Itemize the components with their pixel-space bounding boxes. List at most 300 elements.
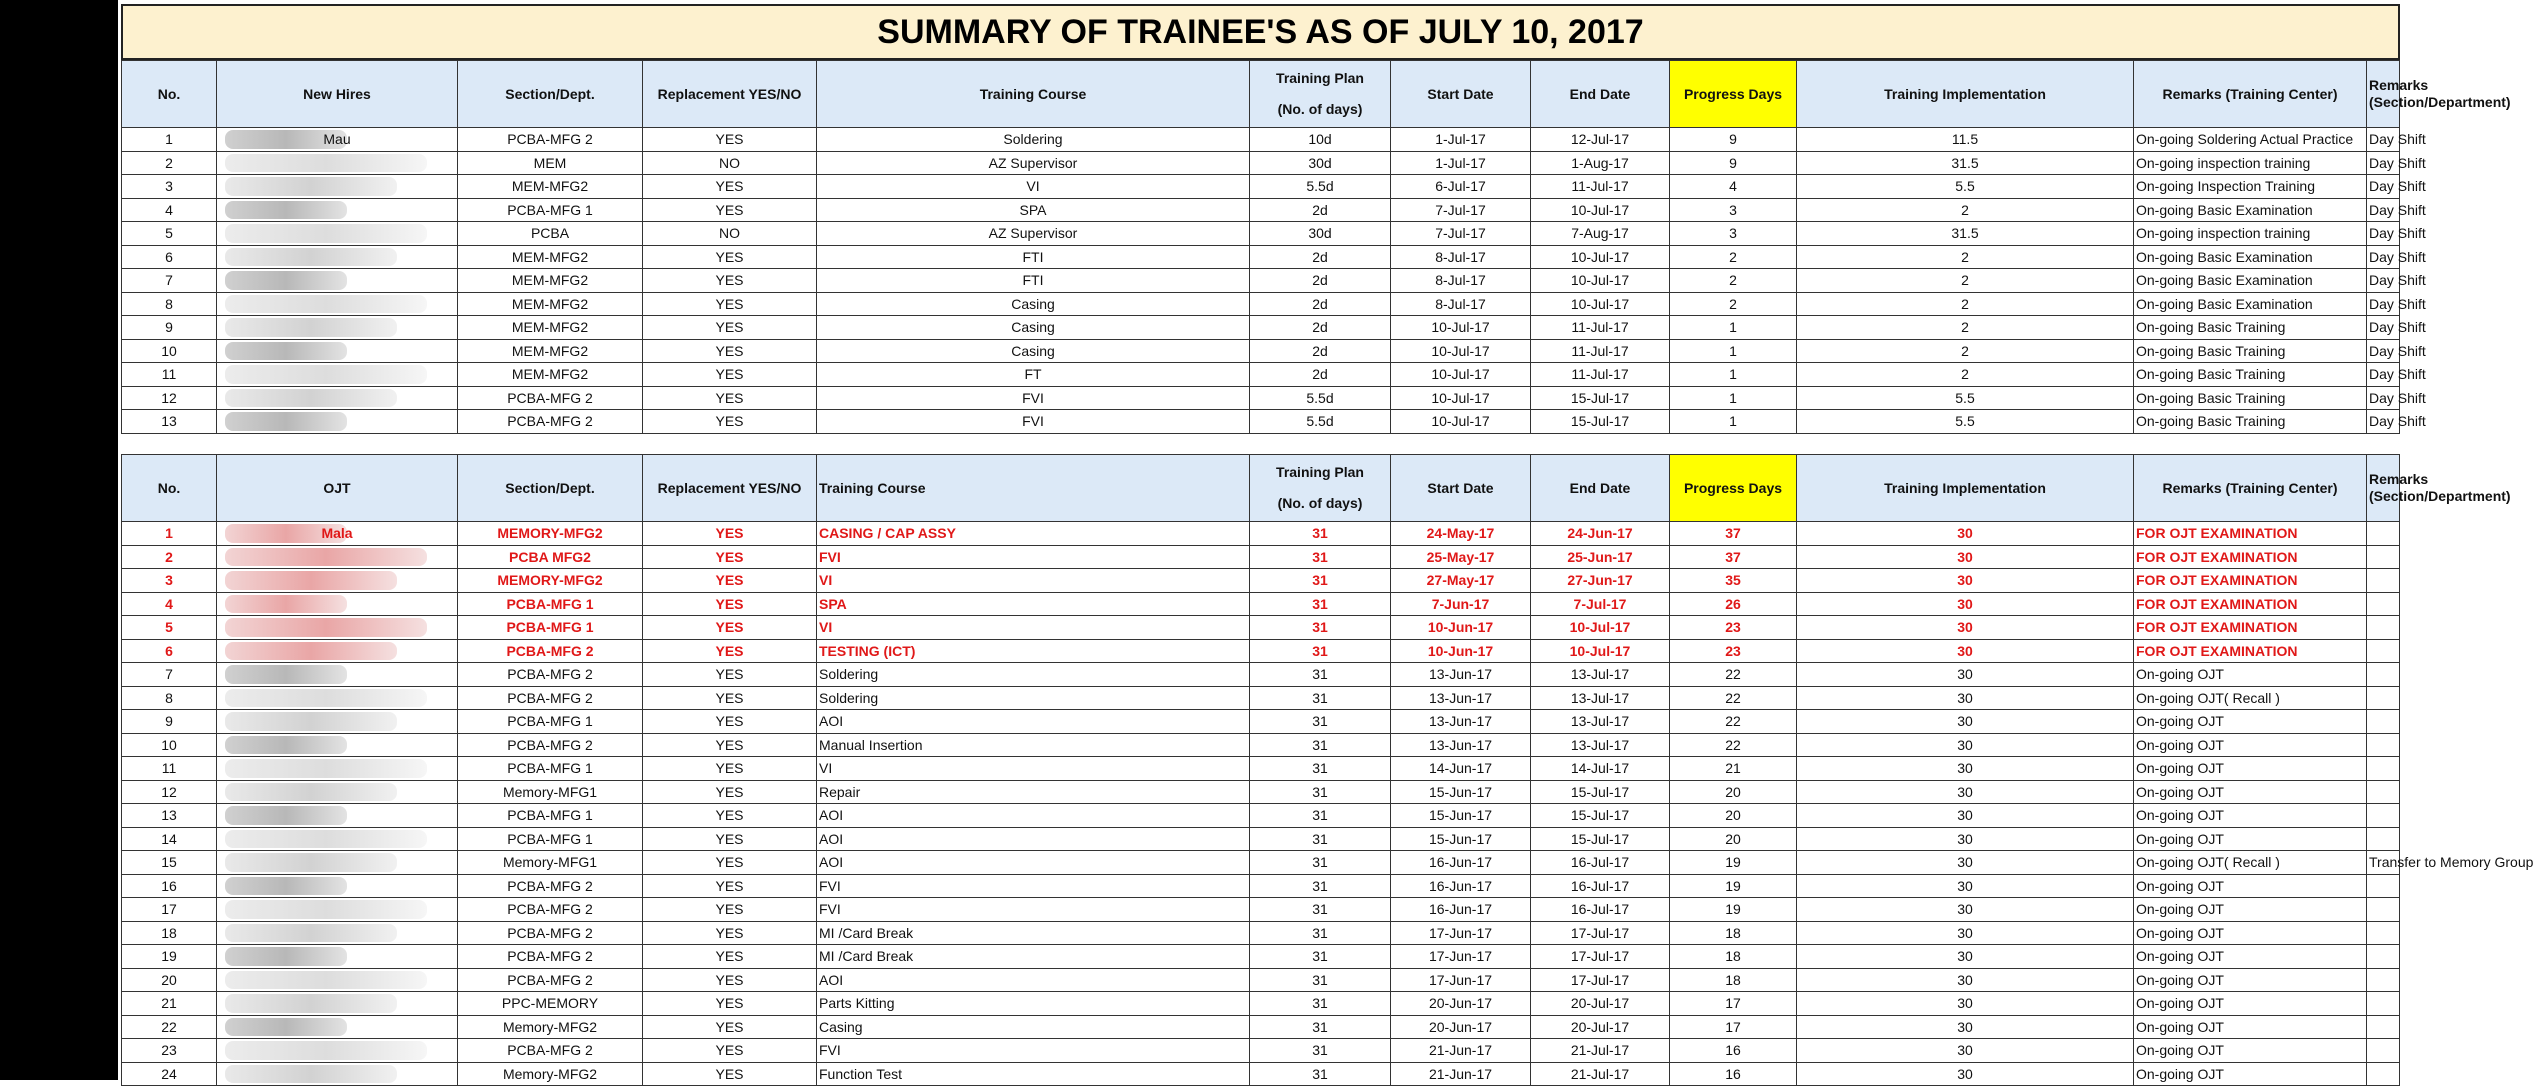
cell-section[interactable]: PCBA-MFG 2 [458, 410, 643, 434]
cell-remarks-training-center[interactable]: On-going OJT [2134, 780, 2367, 804]
cell-end-date[interactable]: 16-Jul-17 [1531, 898, 1670, 922]
cell-implementation[interactable]: 2 [1797, 339, 2134, 363]
cell-end-date[interactable]: 7-Aug-17 [1531, 222, 1670, 246]
cell-start-date[interactable]: 17-Jun-17 [1391, 968, 1531, 992]
cell-remarks-section[interactable]: Day Shift [2367, 151, 2400, 175]
cell-course[interactable]: Soldering [817, 663, 1250, 687]
cell-remarks-section[interactable] [2367, 663, 2400, 687]
cell-section[interactable]: MEM-MFG2 [458, 269, 643, 293]
cell-progress-days[interactable]: 22 [1670, 663, 1797, 687]
cell-progress-days[interactable]: 26 [1670, 592, 1797, 616]
cell-no[interactable]: 11 [122, 757, 217, 781]
cell-remarks-training-center[interactable]: On-going Basic Training [2134, 363, 2367, 387]
cell-plan[interactable]: 31 [1250, 592, 1391, 616]
cell-section[interactable]: PCBA-MFG 2 [458, 128, 643, 152]
cell-plan[interactable]: 2d [1250, 198, 1391, 222]
cell-implementation[interactable]: 2 [1797, 269, 2134, 293]
cell-course[interactable]: SPA [817, 198, 1250, 222]
cell-end-date[interactable]: 15-Jul-17 [1531, 386, 1670, 410]
cell-no[interactable]: 12 [122, 780, 217, 804]
cell-start-date[interactable]: 13-Jun-17 [1391, 663, 1531, 687]
cell-end-date[interactable]: 27-Jun-17 [1531, 569, 1670, 593]
cell-end-date[interactable]: 15-Jul-17 [1531, 410, 1670, 434]
cell-progress-days[interactable]: 22 [1670, 710, 1797, 734]
cell-remarks-section[interactable] [2367, 921, 2400, 945]
cell-section[interactable]: PCBA-MFG 1 [458, 616, 643, 640]
cell-start-date[interactable]: 14-Jun-17 [1391, 757, 1531, 781]
cell-progress-days[interactable]: 16 [1670, 1039, 1797, 1063]
cell-start-date[interactable]: 13-Jun-17 [1391, 710, 1531, 734]
cell-replacement[interactable]: YES [643, 757, 817, 781]
cell-remarks-training-center[interactable]: On-going Basic Training [2134, 316, 2367, 340]
cell-remarks-training-center[interactable]: On-going OJT [2134, 921, 2367, 945]
cell-no[interactable]: 7 [122, 663, 217, 687]
cell-progress-days[interactable]: 9 [1670, 128, 1797, 152]
cell-section[interactable]: MEMORY-MFG2 [458, 569, 643, 593]
cell-course[interactable]: VI [817, 616, 1250, 640]
cell-implementation[interactable]: 30 [1797, 757, 2134, 781]
cell-end-date[interactable]: 21-Jul-17 [1531, 1062, 1670, 1086]
cell-course[interactable]: FVI [817, 898, 1250, 922]
cell-section[interactable]: MEMORY-MFG2 [458, 522, 643, 546]
cell-course[interactable]: FT [817, 363, 1250, 387]
cell-end-date[interactable]: 25-Jun-17 [1531, 545, 1670, 569]
cell-replacement[interactable]: YES [643, 1039, 817, 1063]
cell-course[interactable]: Casing [817, 316, 1250, 340]
cell-end-date[interactable]: 10-Jul-17 [1531, 269, 1670, 293]
cell-plan[interactable]: 5.5d [1250, 386, 1391, 410]
cell-replacement[interactable]: YES [643, 128, 817, 152]
cell-replacement[interactable]: YES [643, 710, 817, 734]
cell-replacement[interactable]: YES [643, 898, 817, 922]
cell-remarks-section[interactable]: Transfer to Memory Group [2367, 851, 2400, 875]
cell-implementation[interactable]: 30 [1797, 592, 2134, 616]
cell-course[interactable]: MI /Card Break [817, 945, 1250, 969]
cell-name[interactable] [217, 686, 458, 710]
cell-remarks-section[interactable] [2367, 992, 2400, 1016]
cell-implementation[interactable]: 31.5 [1797, 151, 2134, 175]
cell-no[interactable]: 7 [122, 269, 217, 293]
cell-replacement[interactable]: YES [643, 522, 817, 546]
cell-start-date[interactable]: 16-Jun-17 [1391, 851, 1531, 875]
cell-name[interactable] [217, 128, 458, 152]
cell-implementation[interactable]: 30 [1797, 874, 2134, 898]
cell-implementation[interactable]: 30 [1797, 827, 2134, 851]
cell-replacement[interactable]: YES [643, 1015, 817, 1039]
cell-remarks-section[interactable] [2367, 569, 2400, 593]
cell-replacement[interactable]: YES [643, 874, 817, 898]
cell-plan[interactable]: 2d [1250, 363, 1391, 387]
cell-remarks-section[interactable] [2367, 827, 2400, 851]
cell-progress-days[interactable]: 23 [1670, 616, 1797, 640]
cell-remarks-training-center[interactable]: On-going OJT [2134, 968, 2367, 992]
cell-remarks-section[interactable] [2367, 968, 2400, 992]
cell-remarks-section[interactable] [2367, 804, 2400, 828]
cell-course[interactable]: AOI [817, 710, 1250, 734]
cell-remarks-training-center[interactable]: On-going Inspection Training [2134, 175, 2367, 199]
cell-end-date[interactable]: 15-Jul-17 [1531, 804, 1670, 828]
cell-name[interactable] [217, 1015, 458, 1039]
cell-start-date[interactable]: 6-Jul-17 [1391, 175, 1531, 199]
cell-start-date[interactable]: 21-Jun-17 [1391, 1062, 1531, 1086]
cell-remarks-section[interactable]: Day Shift [2367, 175, 2400, 199]
cell-replacement[interactable]: YES [643, 663, 817, 687]
cell-implementation[interactable]: 30 [1797, 1062, 2134, 1086]
cell-start-date[interactable]: 10-Jul-17 [1391, 316, 1531, 340]
cell-progress-days[interactable]: 1 [1670, 316, 1797, 340]
cell-implementation[interactable]: 30 [1797, 733, 2134, 757]
cell-section[interactable]: MEM-MFG2 [458, 363, 643, 387]
cell-section[interactable]: MEM-MFG2 [458, 292, 643, 316]
cell-name[interactable] [217, 804, 458, 828]
cell-plan[interactable]: 31 [1250, 545, 1391, 569]
cell-end-date[interactable]: 10-Jul-17 [1531, 616, 1670, 640]
cell-replacement[interactable]: YES [643, 827, 817, 851]
cell-section[interactable]: PCBA-MFG 1 [458, 710, 643, 734]
cell-remarks-training-center[interactable]: On-going inspection training [2134, 151, 2367, 175]
cell-name[interactable] [217, 1039, 458, 1063]
cell-progress-days[interactable]: 19 [1670, 898, 1797, 922]
cell-progress-days[interactable]: 18 [1670, 968, 1797, 992]
cell-plan[interactable]: 2d [1250, 316, 1391, 340]
cell-name[interactable] [217, 874, 458, 898]
cell-implementation[interactable]: 5.5 [1797, 410, 2134, 434]
cell-remarks-section[interactable]: Day Shift [2367, 363, 2400, 387]
cell-end-date[interactable]: 10-Jul-17 [1531, 639, 1670, 663]
cell-no[interactable]: 15 [122, 851, 217, 875]
cell-course[interactable]: Soldering [817, 686, 1250, 710]
cell-replacement[interactable]: YES [643, 569, 817, 593]
cell-implementation[interactable]: 30 [1797, 639, 2134, 663]
cell-no[interactable]: 16 [122, 874, 217, 898]
cell-name[interactable] [217, 921, 458, 945]
cell-section[interactable]: PCBA-MFG 2 [458, 968, 643, 992]
cell-end-date[interactable]: 20-Jul-17 [1531, 992, 1670, 1016]
cell-replacement[interactable]: YES [643, 339, 817, 363]
cell-start-date[interactable]: 10-Jun-17 [1391, 616, 1531, 640]
cell-remarks-section[interactable] [2367, 945, 2400, 969]
cell-no[interactable]: 10 [122, 339, 217, 363]
cell-end-date[interactable]: 13-Jul-17 [1531, 710, 1670, 734]
cell-end-date[interactable]: 12-Jul-17 [1531, 128, 1670, 152]
cell-remarks-training-center[interactable]: On-going Basic Training [2134, 339, 2367, 363]
cell-remarks-section[interactable] [2367, 1039, 2400, 1063]
cell-progress-days[interactable]: 18 [1670, 945, 1797, 969]
cell-plan[interactable]: 30d [1250, 151, 1391, 175]
cell-implementation[interactable]: 2 [1797, 363, 2134, 387]
cell-plan[interactable]: 31 [1250, 1015, 1391, 1039]
cell-implementation[interactable]: 30 [1797, 569, 2134, 593]
cell-course[interactable]: FVI [817, 1039, 1250, 1063]
cell-no[interactable]: 20 [122, 968, 217, 992]
cell-name[interactable] [217, 663, 458, 687]
cell-plan[interactable]: 31 [1250, 569, 1391, 593]
cell-start-date[interactable]: 24-May-17 [1391, 522, 1531, 546]
cell-remarks-training-center[interactable]: FOR OJT EXAMINATION [2134, 616, 2367, 640]
cell-course[interactable]: AOI [817, 851, 1250, 875]
cell-implementation[interactable]: 30 [1797, 616, 2134, 640]
cell-start-date[interactable]: 20-Jun-17 [1391, 992, 1531, 1016]
cell-course[interactable]: FVI [817, 386, 1250, 410]
cell-end-date[interactable]: 24-Jun-17 [1531, 522, 1670, 546]
cell-course[interactable]: Function Test [817, 1062, 1250, 1086]
cell-implementation[interactable]: 30 [1797, 686, 2134, 710]
cell-plan[interactable]: 5.5d [1250, 410, 1391, 434]
cell-start-date[interactable]: 27-May-17 [1391, 569, 1531, 593]
cell-section[interactable]: PCBA-MFG 1 [458, 804, 643, 828]
cell-section[interactable]: PCBA-MFG 1 [458, 592, 643, 616]
cell-implementation[interactable]: 31.5 [1797, 222, 2134, 246]
cell-progress-days[interactable]: 21 [1670, 757, 1797, 781]
cell-remarks-training-center[interactable]: On-going OJT [2134, 898, 2367, 922]
cell-remarks-section[interactable] [2367, 780, 2400, 804]
cell-section[interactable]: PCBA-MFG 2 [458, 874, 643, 898]
cell-section[interactable]: MEM-MFG2 [458, 175, 643, 199]
cell-no[interactable]: 8 [122, 686, 217, 710]
cell-no[interactable]: 10 [122, 733, 217, 757]
cell-course[interactable]: Soldering [817, 128, 1250, 152]
cell-replacement[interactable]: YES [643, 175, 817, 199]
cell-progress-days[interactable]: 16 [1670, 1062, 1797, 1086]
cell-plan[interactable]: 31 [1250, 522, 1391, 546]
cell-section[interactable]: MEM [458, 151, 643, 175]
cell-name[interactable] [217, 780, 458, 804]
cell-remarks-training-center[interactable]: On-going OJT [2134, 1015, 2367, 1039]
cell-name[interactable] [217, 245, 458, 269]
cell-remarks-training-center[interactable]: On-going OJT [2134, 710, 2367, 734]
cell-replacement[interactable]: YES [643, 292, 817, 316]
cell-remarks-training-center[interactable]: On-going Basic Training [2134, 410, 2367, 434]
cell-implementation[interactable]: 30 [1797, 663, 2134, 687]
cell-remarks-section[interactable]: Day Shift [2367, 198, 2400, 222]
cell-name[interactable] [217, 198, 458, 222]
cell-no[interactable]: 6 [122, 245, 217, 269]
cell-replacement[interactable]: YES [643, 1062, 817, 1086]
cell-course[interactable]: Casing [817, 339, 1250, 363]
cell-end-date[interactable]: 16-Jul-17 [1531, 851, 1670, 875]
cell-remarks-training-center[interactable]: On-going OJT [2134, 733, 2367, 757]
cell-replacement[interactable]: YES [643, 592, 817, 616]
cell-remarks-section[interactable]: Day Shift [2367, 316, 2400, 340]
cell-course[interactable]: CASING / CAP ASSY [817, 522, 1250, 546]
cell-course[interactable]: FVI [817, 545, 1250, 569]
cell-no[interactable]: 1 [122, 522, 217, 546]
cell-remarks-section[interactable] [2367, 1062, 2400, 1086]
cell-start-date[interactable]: 7-Jun-17 [1391, 592, 1531, 616]
cell-plan[interactable]: 31 [1250, 968, 1391, 992]
cell-plan[interactable]: 31 [1250, 921, 1391, 945]
cell-course[interactable]: VI [817, 175, 1250, 199]
cell-remarks-training-center[interactable]: On-going OJT [2134, 757, 2367, 781]
cell-remarks-section[interactable]: Day Shift [2367, 292, 2400, 316]
cell-plan[interactable]: 2d [1250, 292, 1391, 316]
cell-section[interactable]: PCBA-MFG 2 [458, 898, 643, 922]
cell-remarks-training-center[interactable]: On-going OJT [2134, 992, 2367, 1016]
cell-progress-days[interactable]: 9 [1670, 151, 1797, 175]
cell-remarks-section[interactable] [2367, 874, 2400, 898]
cell-no[interactable]: 3 [122, 569, 217, 593]
cell-course[interactable]: Casing [817, 1015, 1250, 1039]
cell-implementation[interactable]: 5.5 [1797, 175, 2134, 199]
cell-no[interactable]: 5 [122, 616, 217, 640]
cell-remarks-training-center[interactable]: FOR OJT EXAMINATION [2134, 545, 2367, 569]
cell-plan[interactable]: 31 [1250, 710, 1391, 734]
cell-progress-days[interactable]: 2 [1670, 245, 1797, 269]
cell-name[interactable] [217, 710, 458, 734]
cell-end-date[interactable]: 13-Jul-17 [1531, 686, 1670, 710]
cell-plan[interactable]: 31 [1250, 874, 1391, 898]
cell-plan[interactable]: 31 [1250, 663, 1391, 687]
cell-progress-days[interactable]: 2 [1670, 269, 1797, 293]
cell-progress-days[interactable]: 20 [1670, 827, 1797, 851]
cell-implementation[interactable]: 30 [1797, 780, 2134, 804]
cell-implementation[interactable]: 30 [1797, 1015, 2134, 1039]
cell-name[interactable] [217, 292, 458, 316]
cell-plan[interactable]: 31 [1250, 639, 1391, 663]
cell-course[interactable]: Parts Kitting [817, 992, 1250, 1016]
cell-remarks-training-center[interactable]: FOR OJT EXAMINATION [2134, 639, 2367, 663]
cell-no[interactable]: 1 [122, 128, 217, 152]
cell-no[interactable]: 17 [122, 898, 217, 922]
cell-progress-days[interactable]: 20 [1670, 780, 1797, 804]
cell-end-date[interactable]: 20-Jul-17 [1531, 1015, 1670, 1039]
cell-replacement[interactable]: YES [643, 733, 817, 757]
cell-progress-days[interactable]: 3 [1670, 222, 1797, 246]
cell-implementation[interactable]: 30 [1797, 992, 2134, 1016]
cell-course[interactable]: AZ Supervisor [817, 222, 1250, 246]
cell-no[interactable]: 18 [122, 921, 217, 945]
cell-plan[interactable]: 31 [1250, 733, 1391, 757]
cell-remarks-training-center[interactable]: On-going Basic Examination [2134, 198, 2367, 222]
cell-replacement[interactable]: YES [643, 316, 817, 340]
cell-start-date[interactable]: 15-Jun-17 [1391, 827, 1531, 851]
cell-end-date[interactable]: 10-Jul-17 [1531, 245, 1670, 269]
cell-progress-days[interactable]: 17 [1670, 992, 1797, 1016]
cell-remarks-section[interactable]: Day Shift [2367, 410, 2400, 434]
cell-course[interactable]: AOI [817, 827, 1250, 851]
cell-plan[interactable]: 5.5d [1250, 175, 1391, 199]
cell-start-date[interactable]: 25-May-17 [1391, 545, 1531, 569]
cell-start-date[interactable]: 20-Jun-17 [1391, 1015, 1531, 1039]
cell-section[interactable]: MEM-MFG2 [458, 245, 643, 269]
cell-plan[interactable]: 2d [1250, 339, 1391, 363]
cell-remarks-training-center[interactable]: On-going Basic Examination [2134, 245, 2367, 269]
cell-remarks-section[interactable]: Day Shift [2367, 245, 2400, 269]
cell-name[interactable] [217, 616, 458, 640]
cell-name[interactable] [217, 992, 458, 1016]
cell-start-date[interactable]: 1-Jul-17 [1391, 151, 1531, 175]
cell-implementation[interactable]: 11.5 [1797, 128, 2134, 152]
cell-remarks-section[interactable] [2367, 616, 2400, 640]
cell-end-date[interactable]: 13-Jul-17 [1531, 663, 1670, 687]
cell-remarks-section[interactable] [2367, 522, 2400, 546]
cell-remarks-training-center[interactable]: On-going OJT [2134, 804, 2367, 828]
cell-name[interactable] [217, 757, 458, 781]
cell-course[interactable]: MI /Card Break [817, 921, 1250, 945]
cell-remarks-training-center[interactable]: On-going OJT [2134, 945, 2367, 969]
cell-section[interactable]: PPC-MEMORY [458, 992, 643, 1016]
cell-plan[interactable]: 31 [1250, 757, 1391, 781]
cell-no[interactable]: 2 [122, 545, 217, 569]
cell-name[interactable] [217, 968, 458, 992]
cell-replacement[interactable]: YES [643, 780, 817, 804]
cell-start-date[interactable]: 8-Jul-17 [1391, 269, 1531, 293]
cell-end-date[interactable]: 21-Jul-17 [1531, 1039, 1670, 1063]
cell-start-date[interactable]: 10-Jul-17 [1391, 339, 1531, 363]
cell-no[interactable]: 3 [122, 175, 217, 199]
cell-no[interactable]: 14 [122, 827, 217, 851]
cell-implementation[interactable]: 2 [1797, 245, 2134, 269]
cell-section[interactable]: MEM-MFG2 [458, 316, 643, 340]
cell-remarks-section[interactable] [2367, 592, 2400, 616]
cell-end-date[interactable]: 15-Jul-17 [1531, 827, 1670, 851]
cell-end-date[interactable]: 17-Jul-17 [1531, 921, 1670, 945]
cell-implementation[interactable]: 2 [1797, 198, 2134, 222]
cell-implementation[interactable]: 5.5 [1797, 386, 2134, 410]
cell-course[interactable]: Repair [817, 780, 1250, 804]
cell-name[interactable] [217, 639, 458, 663]
cell-section[interactable]: PCBA-MFG 2 [458, 945, 643, 969]
cell-no[interactable]: 8 [122, 292, 217, 316]
cell-name[interactable] [217, 222, 458, 246]
cell-name[interactable] [217, 522, 458, 546]
cell-start-date[interactable]: 10-Jul-17 [1391, 386, 1531, 410]
cell-course[interactable]: AOI [817, 968, 1250, 992]
cell-section[interactable]: Memory-MFG2 [458, 1062, 643, 1086]
cell-end-date[interactable]: 15-Jul-17 [1531, 780, 1670, 804]
cell-course[interactable]: VI [817, 569, 1250, 593]
cell-end-date[interactable]: 10-Jul-17 [1531, 292, 1670, 316]
cell-progress-days[interactable]: 18 [1670, 921, 1797, 945]
cell-no[interactable]: 23 [122, 1039, 217, 1063]
cell-remarks-training-center[interactable]: On-going OJT [2134, 663, 2367, 687]
cell-start-date[interactable]: 17-Jun-17 [1391, 945, 1531, 969]
cell-replacement[interactable]: YES [643, 968, 817, 992]
cell-no[interactable]: 13 [122, 804, 217, 828]
cell-remarks-section[interactable] [2367, 545, 2400, 569]
cell-course[interactable]: FVI [817, 874, 1250, 898]
cell-remarks-training-center[interactable]: On-going Soldering Actual Practice [2134, 128, 2367, 152]
cell-section[interactable]: PCBA-MFG 2 [458, 663, 643, 687]
cell-replacement[interactable]: YES [643, 639, 817, 663]
cell-progress-days[interactable]: 19 [1670, 874, 1797, 898]
cell-remarks-section[interactable]: Day Shift [2367, 339, 2400, 363]
cell-name[interactable] [217, 386, 458, 410]
cell-section[interactable]: PCBA-MFG 2 [458, 1039, 643, 1063]
cell-progress-days[interactable]: 1 [1670, 386, 1797, 410]
cell-replacement[interactable]: YES [643, 386, 817, 410]
cell-course[interactable]: AZ Supervisor [817, 151, 1250, 175]
cell-implementation[interactable]: 30 [1797, 545, 2134, 569]
cell-replacement[interactable]: YES [643, 545, 817, 569]
cell-replacement[interactable]: YES [643, 269, 817, 293]
cell-progress-days[interactable]: 2 [1670, 292, 1797, 316]
cell-name[interactable] [217, 316, 458, 340]
cell-progress-days[interactable]: 37 [1670, 545, 1797, 569]
cell-progress-days[interactable]: 1 [1670, 363, 1797, 387]
cell-remarks-training-center[interactable]: FOR OJT EXAMINATION [2134, 569, 2367, 593]
cell-start-date[interactable]: 10-Jul-17 [1391, 363, 1531, 387]
cell-start-date[interactable]: 16-Jun-17 [1391, 874, 1531, 898]
cell-no[interactable]: 12 [122, 386, 217, 410]
cell-progress-days[interactable]: 1 [1670, 339, 1797, 363]
cell-start-date[interactable]: 13-Jun-17 [1391, 733, 1531, 757]
cell-end-date[interactable]: 11-Jul-17 [1531, 316, 1670, 340]
cell-replacement[interactable]: YES [643, 992, 817, 1016]
cell-plan[interactable]: 10d [1250, 128, 1391, 152]
cell-progress-days[interactable]: 20 [1670, 804, 1797, 828]
cell-name[interactable] [217, 827, 458, 851]
